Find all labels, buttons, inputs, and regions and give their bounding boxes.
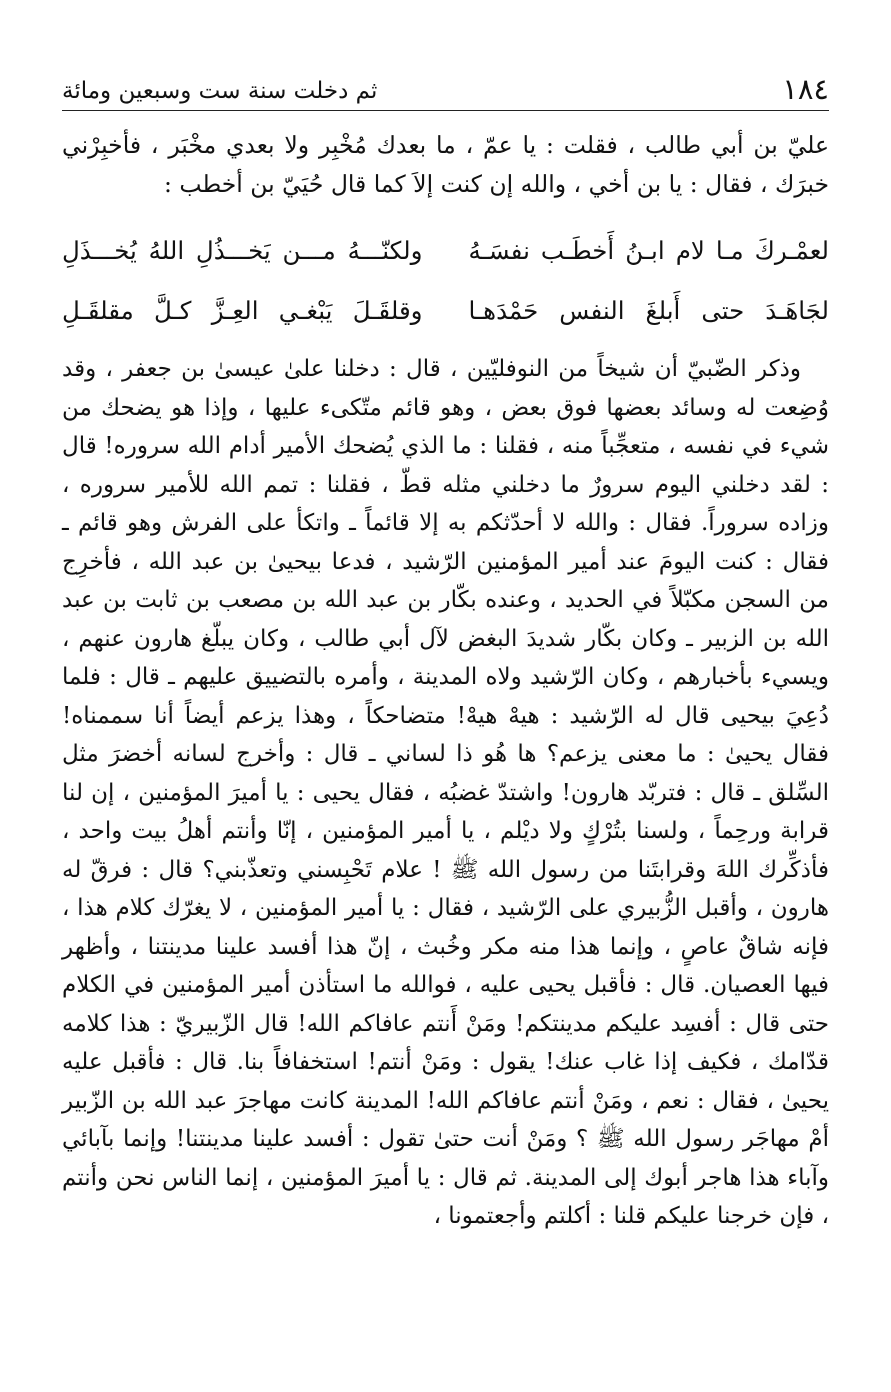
main-text: وذكر الضّبيّ أن شيخاً من النوفليّين ، قال : دخلنا علىٰ عيسىٰ بن جعفر ، وقد وُضِعت له وسائد بعضها فوق بعض ، وهو قائم متّكىء عليها ، وإذا هو يضحك من شيء في نفسه ، متعجِّباً منه ، فقلنا : ما الذي يُضحك الأمير أدام الله سروره! قال : لقد دخلني اليوم سرورٌ ما دخلني مثله قطّ ، فقلنا : تمم الله للأمير سروره ، وزاده سروراً. فقال : والله لا أحدّثكم به إلا قائماً ـ واتكأ على الفرش وهو قائم ـ فقال : كنت اليومَ عند أمير المؤمنين الرّشيد ، فدعا بيحيىٰ بن عبد الله ، فأخرِج من السجن مكبّلاً في الحديد ، وعنده بكّار بن عبد الله بن مصعب بن ثابت بن عبد الله بن الزبير ـ وكان بكّار شديدَ البغض لآل أبي طالب ، وكان يبلّغ هارون عنهم ، ويسيء بأخبارهم ، وكان الرّشيد ولاه المدينة ، وأمره بالتضييق عليهم ـ قال : فلما دُعِيَ بيحيى قال له الرّشيد : هيهْ هيهْ! متضاحكاً ، وهذا يزعم أيضاً أنا سممناه! فقال يحيىٰ : ما معنى يزعم؟ ها هُو ذا لساني ـ قال : وأخرج لسانه أخضرَ مثل السِّلق ـ قال : فتربّد هارون! واشتدّ غضبُه ، فقال يحيى : يا أميرَ المؤمنين ، إن لنا قرابة ورحِماً ، ولسنا بتُرْكٍ ولا ديْلم ، يا أمير المؤمنين ، إنّا وأنتم أهلُ بيت واحد ، فأذكِّرك اللهَ وقرابتَنا من رسول الله ﷺ ! علام تَحْبِسني وتعذّبني؟ قال : فرقّ له هارون ، وأقبل الزُّبيري على الرّشيد ، فقال : يا أمير المؤمنين ، لا يغرّك كلام هذا ، فإنه شاقٌ عاصٍ ، وإنما هذا منه مكر وخُبث ، إنّ هذا أفسد علينا مدينتنا ، وأظهر فيها العصيان. قال : فأقبل يحيى عليه ، فوالله ما استأذن أمير المؤمنين في الكلام حتى قال : أفسِد عليكم مدينتكم! ومَنْ أَنتم عافاكم الله! قال الزّبيريّ : هذا كلامه قدّامك ، فكيف إذا غاب عنك! يقول : ومَنْ أنتم! استخفافاً بنا. قال : فأقبل عليه يحيىٰ ، فقال : نعم ، ومَنْ أنتم عافاكم الله! المدينة كانت مهاجرَ عبد الله بن الزّبير أمْ مهاجَر رسول الله ﷺ ؟ ومَنْ أنت حتىٰ تقول : أفسد علينا مدينتنا! وإنما بآبائي وآباء هذا هاجر أبوك إلى المدينة. ثم قال : يا أميرَ المؤمنين ، إنما الناس نحن وأنتم ، فإن خرجنا عليكم قلنا : أكلتم وأجعتمونا ، — [62, 356, 829, 1229]
verse-second-hemistich: وقلقَـلَ يَبْغـي العِـزَّ كـلَّ مقلقَـلِ — [62, 296, 423, 325]
poem-verse — [62, 228, 829, 274]
running-title: ثم دخلت سنة ست وسبعين ومائة — [62, 78, 378, 104]
verse-second-hemistich: ولكنّـــهُ مـــن يَخـــذُلِ اللهُ يُخـــذَلِ — [62, 236, 423, 265]
page-number: ١٨٤ — [782, 72, 829, 106]
poem-verse — [62, 288, 829, 334]
verse-first-hemistich: لعمْـركَ مـا لام ابـنُ أَخطَـب نفسَـهُ — [468, 236, 829, 265]
intro-paragraph — [62, 126, 829, 204]
page-header — [62, 66, 829, 111]
intro-text: عليّ بن أبي طالب ، فقلت : يا عمّ ، ما بعدك مُخْبِر ولا بعدي مخْبَر ، فأخبِرْني خبرَك ، فقال : يا بن أخي ، والله إن كنت إلاَ كما قال حُيَيّ بن أخطب : — [62, 131, 829, 198]
main-paragraph — [62, 350, 829, 1236]
verse-first-hemistich: لجَاهَـدَ حتى أَبلغَ النفس حَمْدَهـا — [468, 296, 829, 325]
poem — [62, 228, 829, 348]
